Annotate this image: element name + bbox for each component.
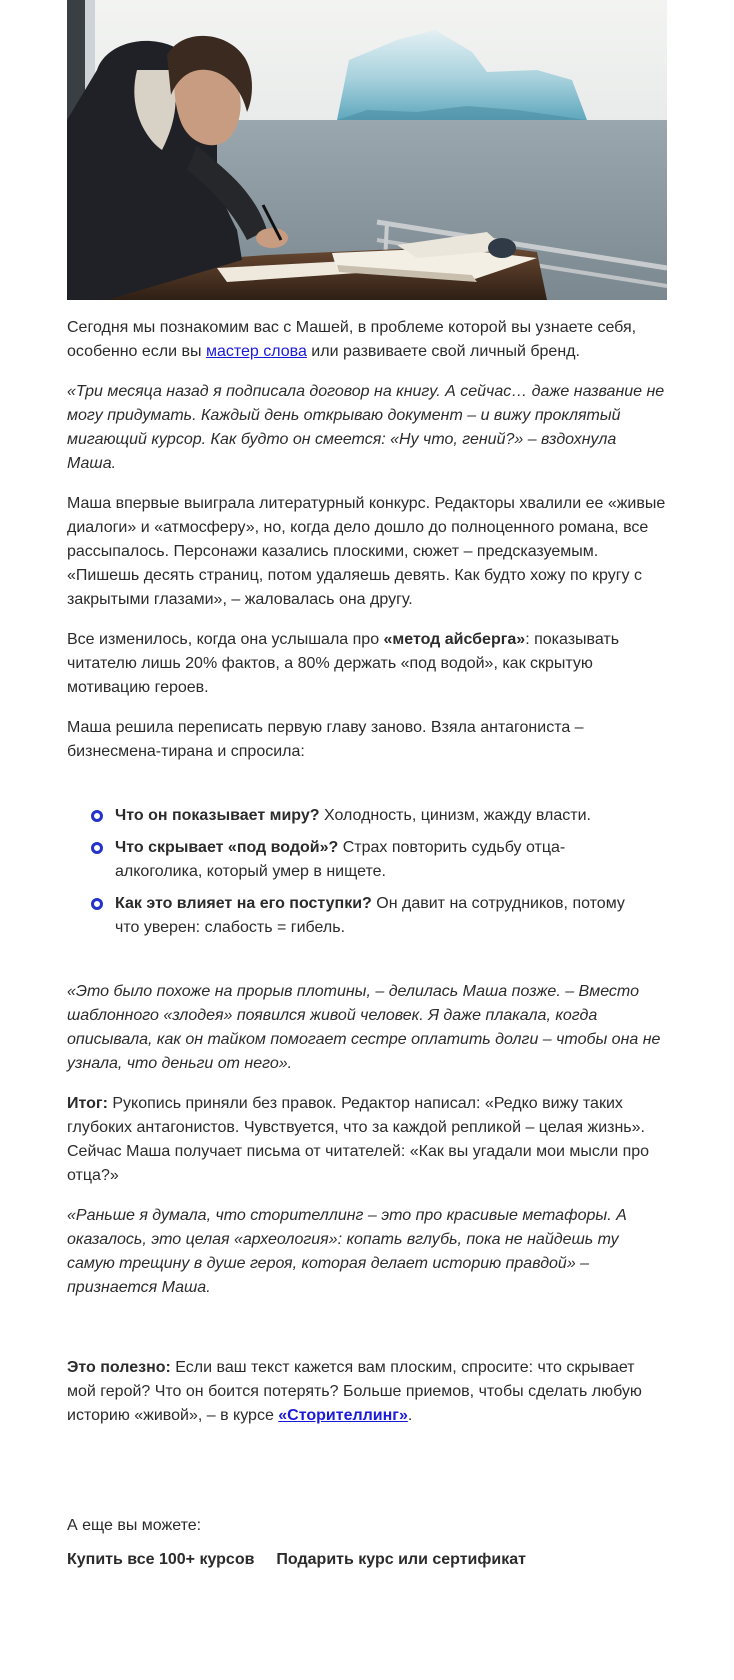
intro-text-end: или развиваете свой личный бренд.: [306, 343, 580, 360]
word-master-link[interactable]: мастер слова: [205, 343, 307, 360]
iceberg-text-end: : показывать читателю лишь 20% фактов, а 80% держать «под водой», как скрытую мотивацию героев.: [67, 631, 620, 696]
quote-third: [67, 1204, 667, 1300]
iceberg-method-bold: «метод айсберга»: [383, 631, 526, 648]
quote-first-text: «Три месяца назад я подписала договор на книгу. А сейчас… даже название не могу придумать. Каждый день открываю документ – и вижу проклятый мигающий курсор. Как будто он смеется: «Ну что, гений?» – вздохнула Маша.: [67, 383, 665, 472]
intro-text: Сегодня мы познакомим вас с Машей, в проблеме которой вы узнаете себя, особенно если вы: [67, 319, 637, 360]
quote-second: [67, 980, 667, 1076]
list-item: [91, 836, 667, 884]
list-item-question: Что скрывает «под водой»?: [115, 839, 339, 856]
result-label: Итог:: [67, 1095, 108, 1112]
list-item-answer: Холодность, цинизм, жажду власти.: [319, 807, 591, 824]
cut-off-links-row: [67, 1538, 667, 1568]
iceberg-text: Все изменилось, когда она услышала про: [67, 631, 384, 648]
story-paragraph: Маша впервые выиграла литературный конкурс. Редакторы хвалили ее «живые диалоги» и «атмосферу», но, когда дело дошло до полноценного романа, все рассыпалось. Персонажи казались плоскими, сюжет – предсказуемым. «Пишешь десять страниц, потом удаляешь девять. Как будто хожу по кругу с закрытыми глазами», – жаловалась она другу.: [67, 495, 666, 608]
list-item-answer: Страх повторить судьбу отца-алкоголика, который умер в нищете.: [115, 839, 566, 880]
list-item-question: Что он показывает миру?: [115, 807, 320, 824]
list-item-answer: Он давит на сотрудников, потому что уверен: слабость = гибель.: [115, 895, 625, 936]
storytelling-course-link[interactable]: «Сторителлинг»: [278, 1407, 408, 1424]
useful-paragraph: [67, 1356, 667, 1428]
intro-paragraph: [67, 316, 667, 364]
gift-course-link[interactable]: Подарить курс или сертификат: [276, 1551, 526, 1568]
bullet-circle-icon: [91, 810, 103, 822]
bullet-circle-icon: [91, 898, 103, 910]
buy-all-courses-link[interactable]: Купить все 100+ курсов: [67, 1551, 255, 1568]
hero-image: [67, 0, 667, 300]
quote-third-text: «Раньше я думала, что сторителлинг – это про красивые метафоры. А оказалось, это целая «археология»: копать вглубь, пока не найдешь ту самую трещину в душе героя, которая делает историю правдой» – признается Маша.: [67, 1207, 627, 1296]
article-body: [67, 0, 667, 1554]
question-list: [67, 804, 667, 940]
useful-text-end: .: [407, 1407, 413, 1424]
list-item-question: Как это влияет на его поступки?: [115, 895, 372, 912]
rewrite-paragraph: Маша решила переписать первую главу заново. Взяла антагониста – бизнесмена-тирана и спросила:: [67, 719, 584, 760]
woman-writing-at-sea-image: [67, 0, 667, 300]
useful-text: Если ваш текст кажется вам плоским, спросите: что скрывает мой герой? Что он боится потерять? Больше приемов, чтобы сделать любую историю «живой», – в курсе: [67, 1359, 642, 1424]
iceberg-paragraph: [67, 628, 667, 700]
also-can-text: А еще вы можете:: [67, 1517, 202, 1534]
useful-label: Это полезно:: [67, 1359, 171, 1376]
bullet-circle-icon: [91, 842, 103, 854]
quote-first: [67, 380, 667, 476]
list-item: [91, 892, 667, 940]
result-paragraph: [67, 1092, 667, 1188]
list-item: [91, 804, 667, 828]
result-text: Рукопись приняли без правок. Редактор написал: «Редко вижу таких глубоких антагонистов. Чувствуется, что за каждой репликой – целая жизнь». Сейчас Маша получает письма от читателей: «Как вы угадали мои мысли про отца?»: [67, 1095, 650, 1184]
quote-second-text: «Это было похоже на прорыв плотины, – делилась Маша позже. – Вместо шаблонного «злодея» появился живой человек. Я даже плакала, когда описывала, как он тайком помогает сестре оплатить долги – чтобы она не узнала, что деньги от него».: [67, 983, 661, 1072]
